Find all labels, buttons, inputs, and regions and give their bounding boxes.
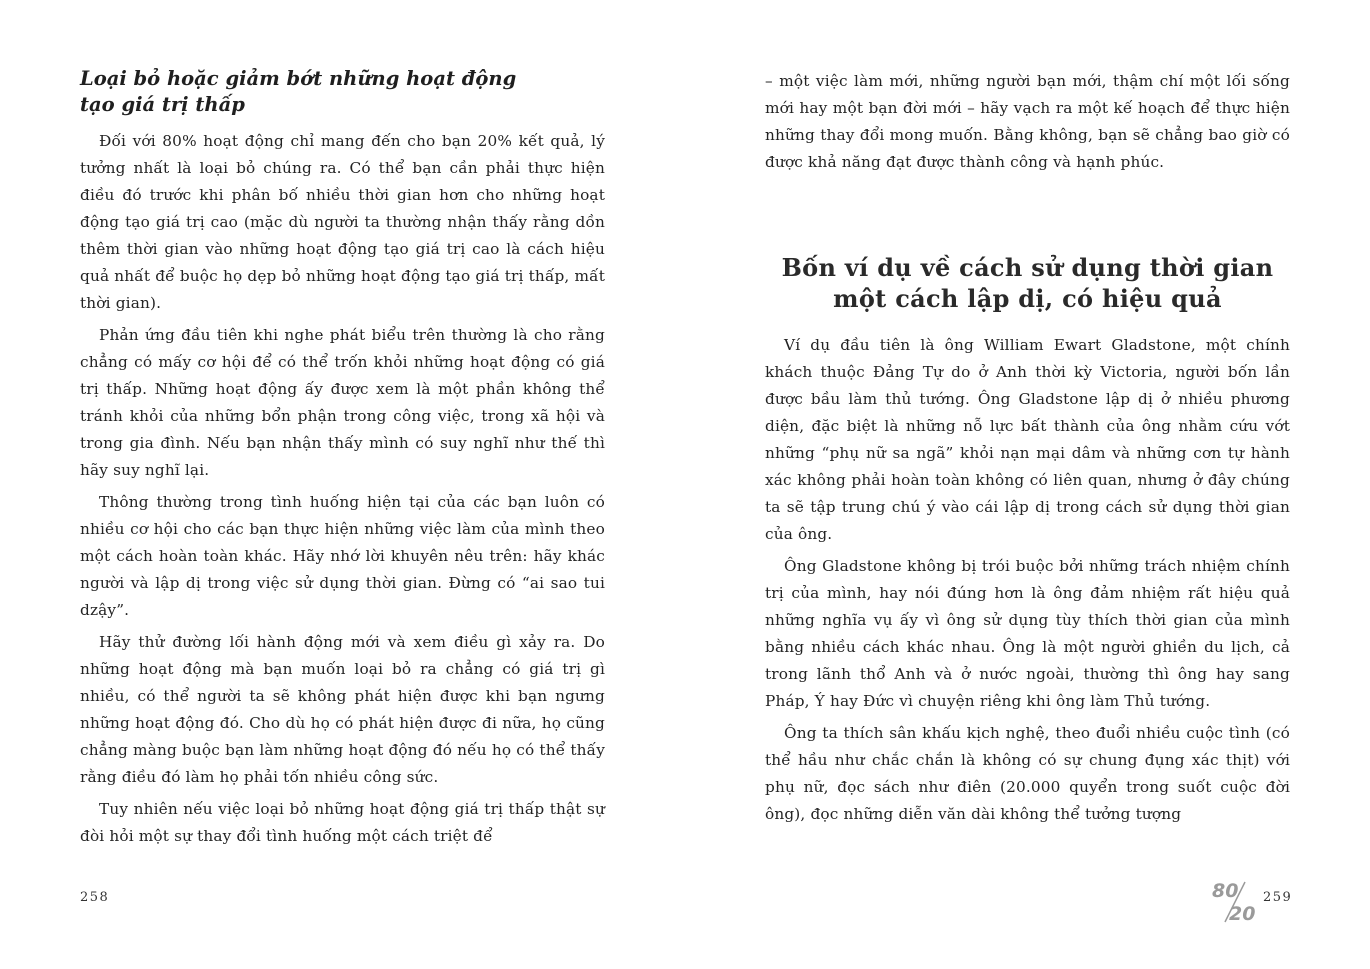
paragraph: Hãy thử đường lối hành động mới và xem điều gì xảy ra. Do những hoạt động mà bạn muốn loại bỏ ra chẳng có giá trị gì nhiều, có thể người ta sẽ không phát hiện được khi bạn ngưng những hoạt động đó. Cho dù họ có phát hiện được đi nữa, họ cũng chẳng màng buộc bạn làm những hoạt động đó nếu họ có thể thấy rằng điều đó làm họ phải tốn nhiều công sức. [80,633,605,786]
paragraph: Ông Gladstone không bị trói buộc bởi những trách nhiệm chính trị của mình, hay nói đúng hơn là ông đảm nhiệm rất hiệu quả những nghĩa vụ ấy vì ông sử dụng tùy thích thời gian của mình bằng nhiều cách khác nhau. Ông là một người ghiền du lịch, cả trong lãnh thổ Anh và ở nước ngoài, thường thì ông hay sang Pháp, Ý hay Đức vì chuyện riêng khi ông làm Thủ tướng. [765,557,1290,710]
chapter-heading [765,252,1290,314]
paragraph: Tuy nhiên nếu việc loại bỏ những hoạt động giá trị thấp thật sự đòi hỏi một sự thay đổi tình huống một cách triệt để [80,800,605,845]
right-body-text [765,332,1290,833]
section-heading: Loại bỏ hoặc giảm bớt những hoạt động tạo giá trị thấp [80,67,517,116]
right-page [685,0,1370,969]
80-20-logo [1209,876,1261,924]
left-body-text [80,128,605,855]
paragraph: Phản ứng đầu tiên khi nghe phát biểu trên thường là cho rằng chẳng có mấy cơ hội để có thể trốn khỏi những hoạt động có giá trị thấp. Những hoạt động ấy được xem là một phần không thể tránh khỏi của những bổn phận trong công việc, trong xã hội và trong gia đình. Nếu bạn nhận thấy mình có suy nghĩ như thế thì hãy suy nghĩ lại. [80,326,605,479]
paragraph: Thông thường trong tình huống hiện tại của các bạn luôn có nhiều cơ hội cho các bạn thực hiện những việc làm của mình theo một cách hoàn toàn khác. Hãy nhớ lời khuyên nêu trên: hãy khác người và lập dị trong việc sử dụng thời gian. Đừng có “ai sao tui dzậy”. [80,493,605,619]
chapter-heading-line1: Bốn ví dụ về cách sử dụng thời gian [781,253,1274,282]
paragraph: – một việc làm mới, những người bạn mới, thậm chí một lối sống mới hay một bạn đời mới – hãy vạch ra một kế hoạch để thực hiện những thay đổi mong muốn. Bằng không, bạn sẽ chẳng bao giờ có được khả năng đạt được thành công và hạnh phúc. [765,72,1290,171]
chapter-heading-line2: một cách lập dị, có hiệu quả [833,284,1222,313]
continuation-text [765,68,1290,181]
page-number-left: 258 [80,890,110,905]
paragraph: Đối với 80% hoạt động chỉ mang đến cho bạn 20% kết quả, lý tưởng nhất là loại bỏ chúng ra. Có thể bạn cần phải thực hiện điều đó trước khi phân bố nhiều thời gian hơn cho những hoạt động tạo giá trị cao (mặc dù người ta thường nhận thấy rằng dồn thêm thời gian vào những hoạt động tạo giá trị cao là cách hiệu quả nhất để buộc họ dẹp bỏ những hoạt động tạo giá trị thấp, mất thời gian). [80,132,605,312]
logo-top: 80 [1212,880,1239,902]
page-number-right: 259 [1263,890,1293,905]
paragraph: Ông ta thích sân khấu kịch nghệ, theo đuổi nhiều cuộc tình (có thể hầu như chắc chắn là không có sự chung đụng xác thịt) với phụ nữ, đọc sách như điên (20.000 quyển trong suốt cuộc đời ông), đọc những diễn văn dài không thể tưởng tượng [765,724,1290,823]
logo-bottom: 20 [1229,903,1256,924]
paragraph: Ví dụ đầu tiên là ông William Ewart Gladstone, một chính khách thuộc Đảng Tự do ở Anh thời kỳ Victoria, người bốn lần được bầu làm thủ tướng. Ông Gladstone lập dị ở nhiều phương diện, đặc biệt là những nỗ lực bất thành của ông nhằm cứu vớt những “phụ nữ sa ngã” khỏi nạn mại dâm và những cơn tự hành xác không phải hoàn toàn không có liên quan, nhưng ở đây chúng ta sẽ tập trung chú ý vào cái lập dị trong cách sử dụng thời gian của ông. [765,336,1290,543]
